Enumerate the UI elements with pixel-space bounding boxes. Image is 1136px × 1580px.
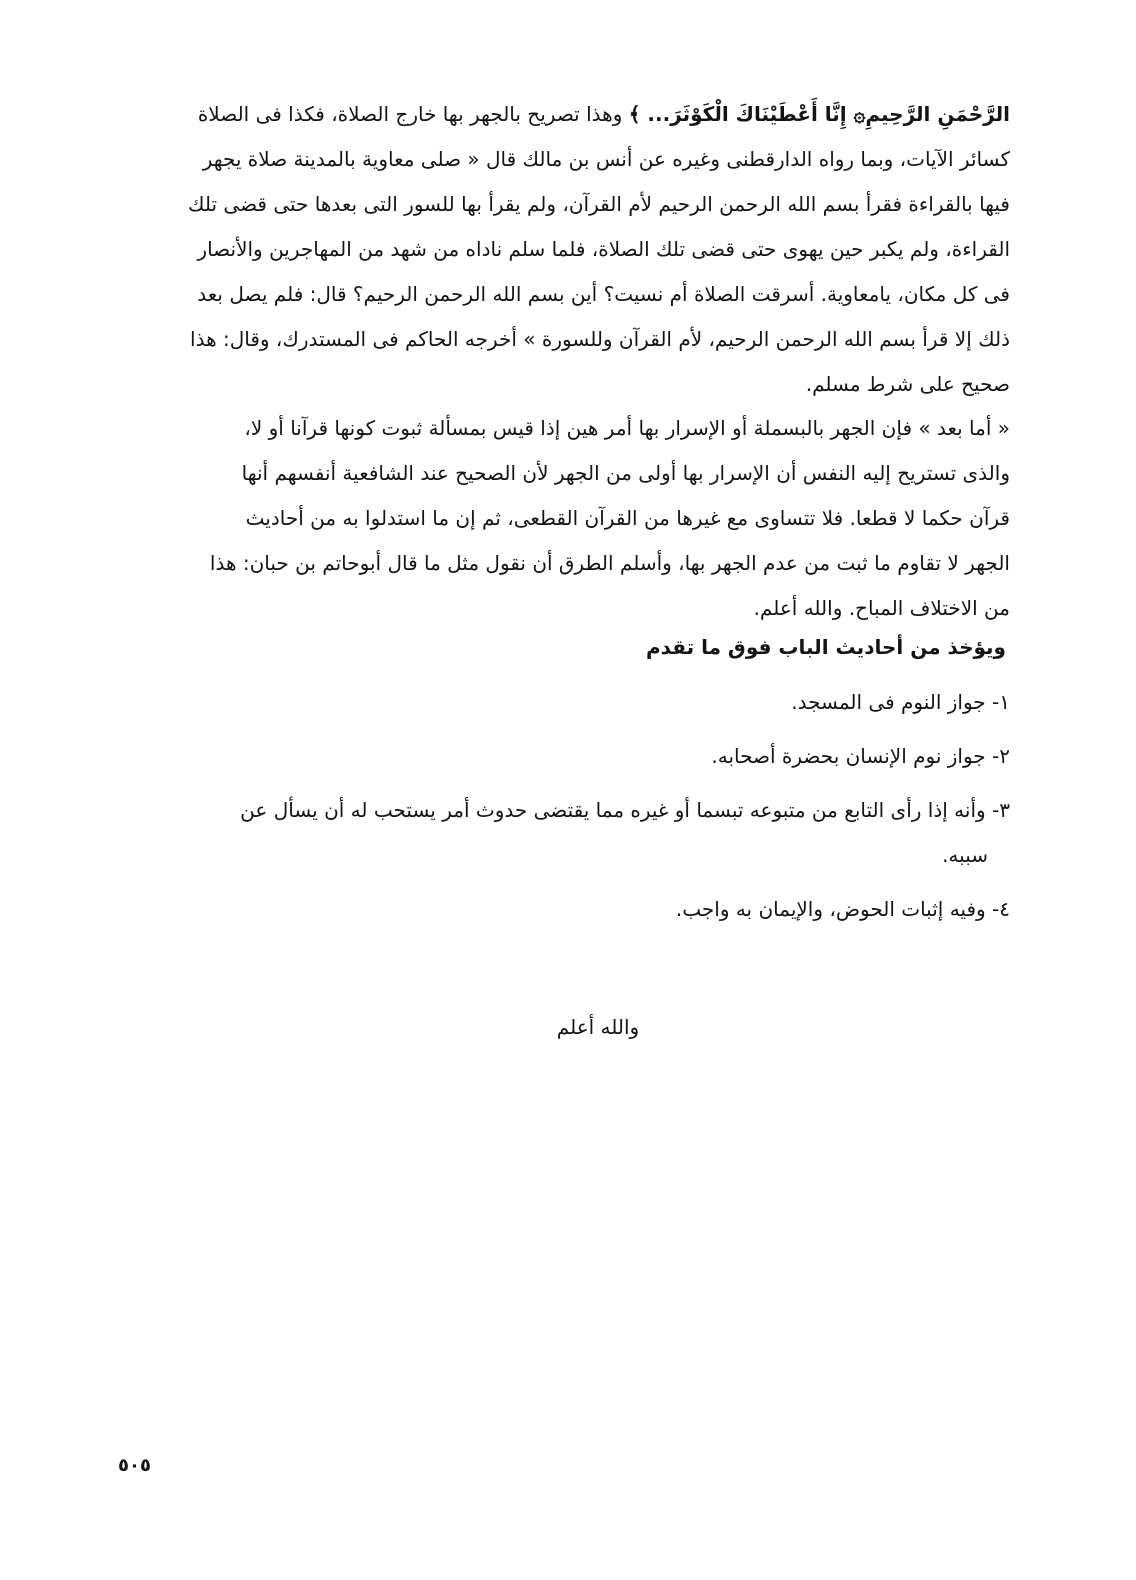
text-line: صحيح على شرط مسلم. [805,372,1010,396]
item-text: جواز نوم الإنسان بحضرة أصحابه. [711,744,986,768]
closing-phrase: والله أعلم [556,1015,640,1039]
text-line: القراءة، ولم يكبر حين يهوى حتى قضى تلك الصلاة، فلما سلم ناداه من شهد من المهاجرين والأنصار [197,237,1010,261]
paragraph-conclusion [128,406,1010,631]
text-line: والذى تستريح إليه النفس أن الإسرار بها أولى من الجهر لأن الصحيح عند الشافعية أنفسهم أنها [241,461,1010,485]
paragraph-bismillah-jahr [128,92,1010,407]
text-line: فى كل مكان، يامعاوية. أسرقت الصلاة أم نسيت؟ أين بسم الله الرحمن الرحيم؟ قال: فلم يصل بعد [197,282,1010,306]
item-number: ١- [985,690,1010,714]
lessons-list [120,680,1010,941]
section-heading: ويؤخذ من أحاديث الباب فوق ما تقدم [646,635,1006,659]
item-text: وأنه إذا رأى التابع من متبوعه تبسما أو غيره مما يقتضى حدوث أمر يستحب له أن يسأل عن [240,798,986,822]
list-item [120,887,1010,932]
item-number: ٢- [985,744,1010,768]
item-number: ٤- [985,897,1010,921]
list-item [120,734,1010,779]
item-number: ٣- [985,798,1010,822]
item-text: وفيه إثبات الحوض، والإيمان به واجب. [675,897,986,921]
text-line: ذلك إلا قرأ بسم الله الرحمن الرحيم، لأم القرآن وللسورة » أخرجه الحاكم فى المستدرك، وقال: هذا [190,327,1010,351]
text-line: من الاختلاف المباح. والله أعلم. [753,596,1010,620]
quran-verse: الرَّحْمَنِ الرَّحِيمِ۞ إِنَّا أَعْطَيْنَاكَ الْكَوْثَرَ... ﴾ [628,102,1010,126]
text-line: فيها بالقراءة فقرأ بسم الله الرحمن الرحيم لأم القرآن، ولم يقرأ بها للسور التى بعدها حتى قضى تلك [188,192,1010,216]
list-item [120,788,1010,878]
page-number: ٥٠٥ [118,1455,151,1476]
list-item [120,680,1010,725]
text-line: قرآن حكما لا قطعا. فلا تتساوى مع غيرها من القرآن القطعى، ثم إن ما استدلوا به من أحاديث [245,506,1010,530]
text-line: « أما بعد » فإن الجهر بالبسملة أو الإسرار بها أمر هين إذا قيس بمسألة ثبوت كونها قرآنا أو لا، [244,416,1010,440]
text-line: كسائر الآيات، وبما رواه الدارقطنى وغيره عن أنس بن مالك قال « صلى معاوية بالمدينة صلاة يجهر [202,147,1010,171]
text-line: الرَّحْمَنِ الرَّحِيمِ۞ إِنَّا أَعْطَيْنَاكَ الْكَوْثَرَ... ﴾ وهذا تصريح بالجهر بها خارج الصلاة، فكذا فى الصلاة [197,102,1010,126]
text-line: الجهر لا تقاوم ما ثبت من عدم الجهر بها، وأسلم الطرق أن نقول مثل ما قال أبوحاتم بن حبان: هذا [209,551,1010,575]
item-text: جواز النوم فى المسجد. [791,690,986,714]
item-continuation: سببه. [942,843,988,867]
